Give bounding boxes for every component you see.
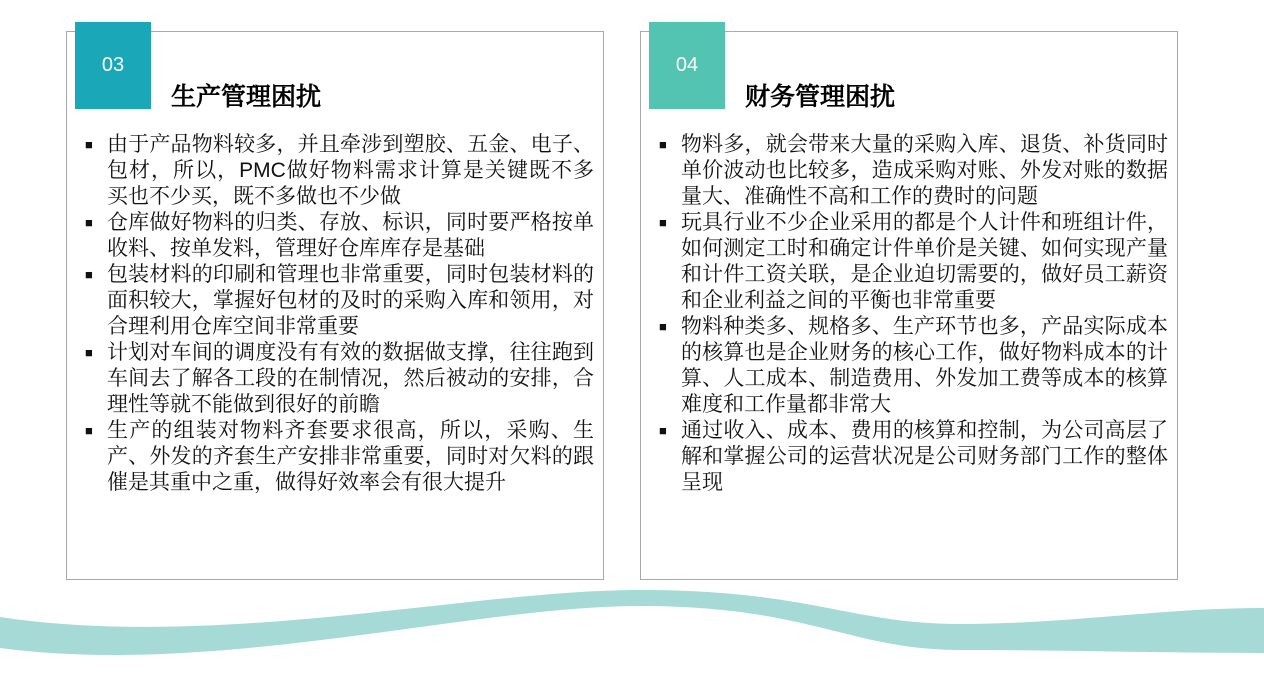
bullet-square-icon: ■ [659,137,667,152]
list-item-text: 仓库做好物料的归类、存放、标识，同时要严格按单收料、按单发料，管理好仓库库存是基础 [107,211,594,260]
list-item [659,132,1168,210]
list-item-text: 生产的组装对物料齐套要求很高，所以，采购、生产、外发的齐套生产安排非常重要，同时对欠料的跟催是其重中之重，做得好效率会有很大提升 [107,419,594,494]
panel-production-troubles [66,31,604,580]
section-number: 03 [101,54,125,76]
list-item-text: 通过收入、成本、费用的核算和控制，为公司高层了解和掌握公司的运营状况是公司财务部门工作的整体呈现 [681,419,1168,494]
list-item-text: 由于产品物料较多，并且牵涉到塑胶、五金、电子、包材，所以，PMC做好物料需求计算是关键既不多买也不少买，既不多做也不少做 [107,133,594,208]
panel-title: 财务管理困扰 [745,83,896,111]
bullet-square-icon: ■ [85,267,93,282]
bullet-square-icon: ■ [659,319,667,334]
bullet-square-icon: ■ [85,423,93,438]
bullet-square-icon: ■ [659,423,667,438]
panel-title: 生产管理困扰 [171,83,322,111]
list-item [85,132,594,210]
list-item [659,210,1168,314]
section-number: 04 [675,54,699,76]
panel-finance-troubles [640,31,1178,580]
list-item [85,210,594,262]
bullet-square-icon: ■ [85,137,93,152]
trouble-list [85,132,594,496]
wave-decoration [0,562,1264,682]
section-number-badge [649,22,725,109]
list-item [659,314,1168,418]
list-item [659,418,1168,496]
bullet-square-icon: ■ [659,215,667,230]
list-item-text: 玩具行业不少企业采用的都是个人计件和班组计件，如何测定工时和确定计件单价是关键、如何实现产量和计件工资关联，是企业迫切需要的，做好员工薪资和企业利益之间的平衡也非常重要 [681,211,1168,312]
list-item-text: 物料多，就会带来大量的采购入库、退货、补货同时单价波动也比较多，造成采购对账、外发对账的数据量大、准确性不高和工作的费时的问题 [681,133,1168,208]
list-item [85,418,594,496]
list-item [85,340,594,418]
list-item-text: 包装材料的印刷和管理也非常重要，同时包装材料的面积较大，掌握好包材的及时的采购入库和领用，对合理利用仓库空间非常重要 [107,263,594,338]
list-item-text: 计划对车间的调度没有有效的数据做支撑，往往跑到车间去了解各工段的在制情况，然后被动的安排，合理性等就不能做到很好的前瞻 [107,341,594,416]
bullet-square-icon: ■ [85,215,93,230]
trouble-list [659,132,1168,496]
list-item-text: 物料种类多、规格多、生产环节也多，产品实际成本的核算也是企业财务的核心工作，做好物料成本的计算、人工成本、制造费用、外发加工费等成本的核算难度和工作量都非常大 [681,315,1168,416]
bullet-square-icon: ■ [85,345,93,360]
list-item [85,262,594,340]
section-number-badge [75,22,151,109]
